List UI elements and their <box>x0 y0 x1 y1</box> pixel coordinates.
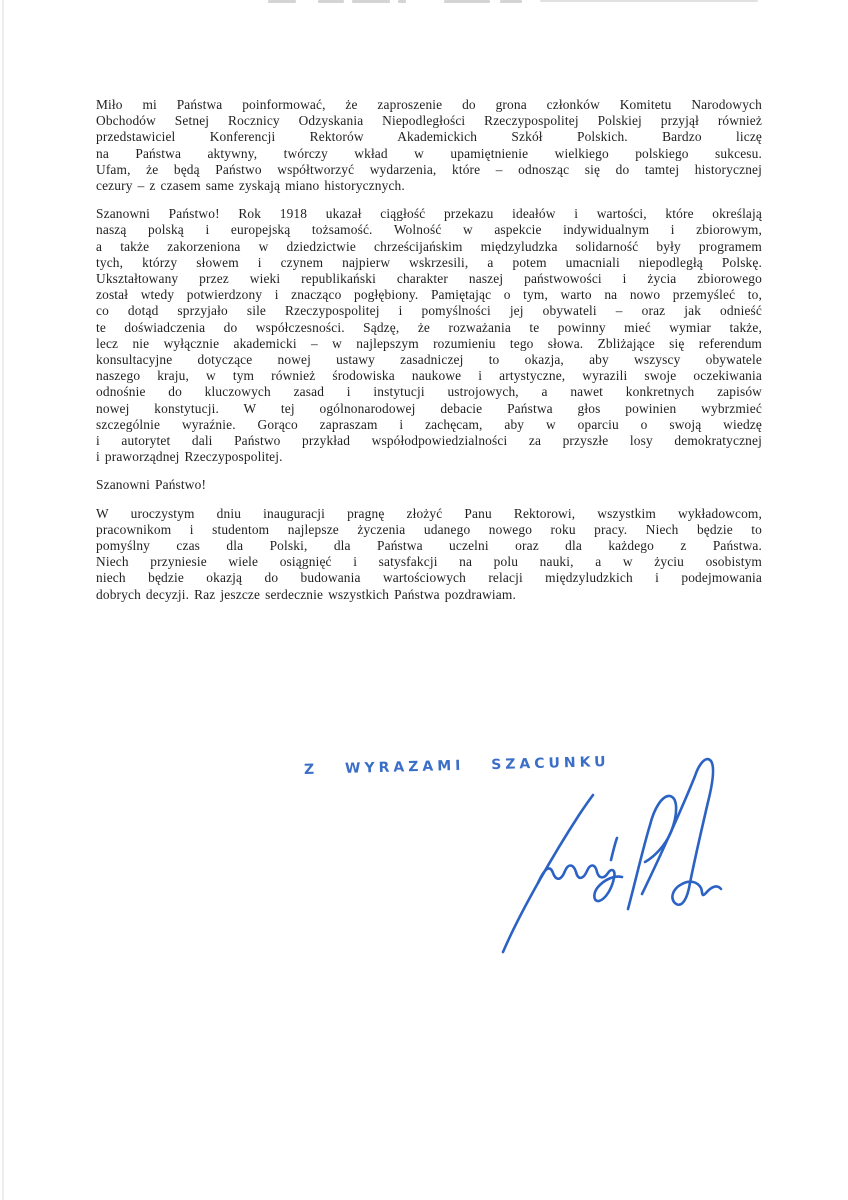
text-line: Ufam, że będą Państwo współtworzyć wydarzenia, które – odnosząc się do tamtej historycznej <box>96 161 762 177</box>
signature-stroke <box>503 795 593 952</box>
signature-stroke <box>642 759 721 905</box>
text-line: naszą polską i europejską tożsamość. Wolność w aspekcie indywidualnym i zbiorowym, <box>96 222 762 238</box>
text-line: Miło mi Państwa poinformować, że zaproszenie do grona członków Komitetu Narodowych <box>96 97 762 112</box>
paragraph <box>96 206 762 465</box>
text-line: odnośnie do kluczowych zasad i instytucji ustrojowych, a nawet konkretnych zapisów <box>96 384 762 400</box>
text-line: szczególnie wyraźnie. Gorąco zapraszam i zachęcam, aby w oparciu o swoją wiedzę <box>96 416 762 432</box>
signature-stroke <box>628 796 676 909</box>
text-line: i praworządnej Rzeczypospolitej. <box>96 449 283 465</box>
text-line: pracownikom i studentom najlepsze życzenia udanego nowego roku pracy. Niech będzie to <box>96 521 762 537</box>
text-line: co dotąd sprzyjało sile Rzeczypospolitej i pomyślności jej obywateli – oraz jak odnieść <box>96 303 762 319</box>
text-line: konsultacyjne dotyczące nowej ustawy zasadniczej to okazja, aby wszyscy obywatele <box>96 352 762 368</box>
text-line: tych, którzy słowem i czynem najpierw wskrzesili, a potem umacniali niepodległą Polskę. <box>96 254 762 270</box>
text-line: Ukształtowany przez wieki republikański charakter naszej państwowości i życia zbiorowego <box>96 271 762 287</box>
text-line: naszego kraju, w tym również środowiska naukowe i artystyczne, wyrazili swoje oczekiwania <box>96 368 762 384</box>
text-line: Niech przyniesie wiele osiągnięć i satysfakcji na polu nauki, a w życiu osobistym <box>96 554 762 570</box>
text-line: na Państwa aktywny, twórczy wkład w upamiętnienie wielkiego polskiego sukcesu. <box>96 145 762 161</box>
text-line: niech będzie okazją do budowania wartościowych relacji międzyludzkich i podejmowania <box>96 570 762 586</box>
text-line: W uroczystym dniu inauguracji pragnę złożyć Panu Rektorowi, wszystkim wykładowcom, <box>96 505 762 521</box>
signature-icon <box>475 742 725 957</box>
text-line: Obchodów Setnej Rocznicy Odzyskania Niepodległości Rzeczypospolitej Polskiej przyjął również <box>96 113 762 129</box>
text-line: a także zakorzeniona w dziedzictwie chrześcijańskim międzyludzka solidarność były programem <box>96 238 762 254</box>
signature <box>475 742 725 957</box>
handwritten-closing-phrase: Z WYRAZAMI SZACUNKU <box>303 754 610 778</box>
text-line: i autorytet dali Państwo przykład współodpowiedzialności za przyszłe losy demokratycznej <box>96 433 762 449</box>
scan-edge-artifact <box>2 0 4 1200</box>
paragraph <box>96 506 762 603</box>
text-line: Szanowni Państwo! Rok 1918 ukazał ciągłość przekazu ideałów i wartości, które określają <box>96 206 762 222</box>
text-line: został wtedy potwierdzony i znacząco pogłębiony. Pamiętając o tym, warto na nowo przemyśleć to, <box>96 287 762 303</box>
paragraph <box>96 477 762 493</box>
paragraph <box>96 97 762 194</box>
signature-stroke <box>611 838 617 860</box>
text-line: nowej konstytucji. W tej ogólnonarodowej debacie Państwa głos powinien wybrzmieć <box>96 400 762 416</box>
text-line: lecz nie wyłącznie akademicki – w najlepszym rozumieniu tego słowa. Zbliżające się referendum <box>96 335 762 351</box>
cropped-text-artifact <box>0 0 848 8</box>
text-line: dobrych decyzji. Raz jeszcze serdecznie wszystkich Państwa pozdrawiam. <box>96 586 516 602</box>
text-line: cezury – z czasem same zyskają miano historycznych. <box>96 178 405 194</box>
signature-stroke <box>538 866 622 902</box>
text-line: Szanowni Państwo! <box>96 477 207 493</box>
text-line: te doświadczenia do współczesności. Sądzę, że rozważania te powinny mieć wymiar także, <box>96 319 762 335</box>
text-line: pomyślny czas dla Polski, dla Państwa uczelni oraz dla każdego z Państwa. <box>96 538 762 554</box>
text-line: przedstawiciel Konferencji Rektorów Akademickich Szkół Polskich. Bardzo liczę <box>96 129 762 145</box>
letter-body <box>96 97 762 615</box>
